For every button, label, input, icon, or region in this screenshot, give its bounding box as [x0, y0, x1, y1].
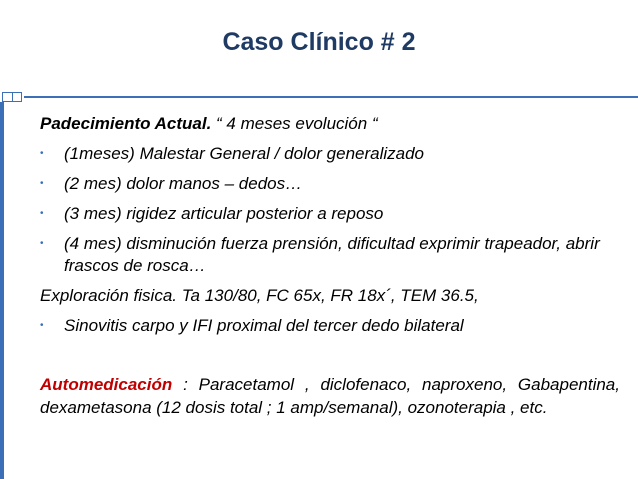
bullet-text: Sinovitis carpo y IFI proximal del tercer dedo bilateral [64, 316, 464, 335]
intro-rest: “ 4 meses evolución “ [211, 114, 378, 133]
automedication-text: : Paracetamol , diclofenaco, naproxeno, Gabapentina, dexametasona (12 dosis total ; 1 amp/semanal), ozonoterapia , etc. [40, 375, 620, 417]
bullet-text: (2 mes) dolor manos – dedos… [64, 174, 303, 193]
bullet-icon: • [40, 320, 44, 331]
bullet-text: (1meses) Malestar General / dolor generalizado [64, 144, 425, 163]
slide-body [40, 113, 620, 419]
bullet-icon: • [40, 148, 44, 159]
list-item [40, 203, 620, 225]
automedication-paragraph [40, 373, 620, 419]
divider-box-icon [0, 92, 24, 102]
bullet-text: (3 mes) rigidez articular posterior a reposo [64, 204, 384, 223]
slide-title: Caso Clínico # 2 [222, 28, 416, 56]
left-accent-bar [0, 102, 4, 479]
bullet-text: (4 mes) disminución fuerza prensión, dificultad exprimir trapeador, abrir frascos de rosca… [64, 234, 600, 275]
exploration-line: Exploración fisica. Ta 130/80, FC 65x, FR 18x´, TEM 36.5, [40, 286, 479, 305]
list-item [40, 233, 620, 277]
automedication-label: Automedicación [40, 375, 173, 394]
list-item [40, 143, 620, 165]
divider-line [0, 96, 638, 98]
bullet-icon: • [40, 238, 44, 249]
list-item [40, 315, 620, 337]
intro-label: Padecimiento Actual. [40, 114, 212, 133]
intro-line [40, 113, 620, 135]
bullet-icon: • [40, 208, 44, 219]
bullet-icon: • [40, 178, 44, 189]
list-item [40, 173, 620, 195]
title-divider [0, 92, 638, 102]
